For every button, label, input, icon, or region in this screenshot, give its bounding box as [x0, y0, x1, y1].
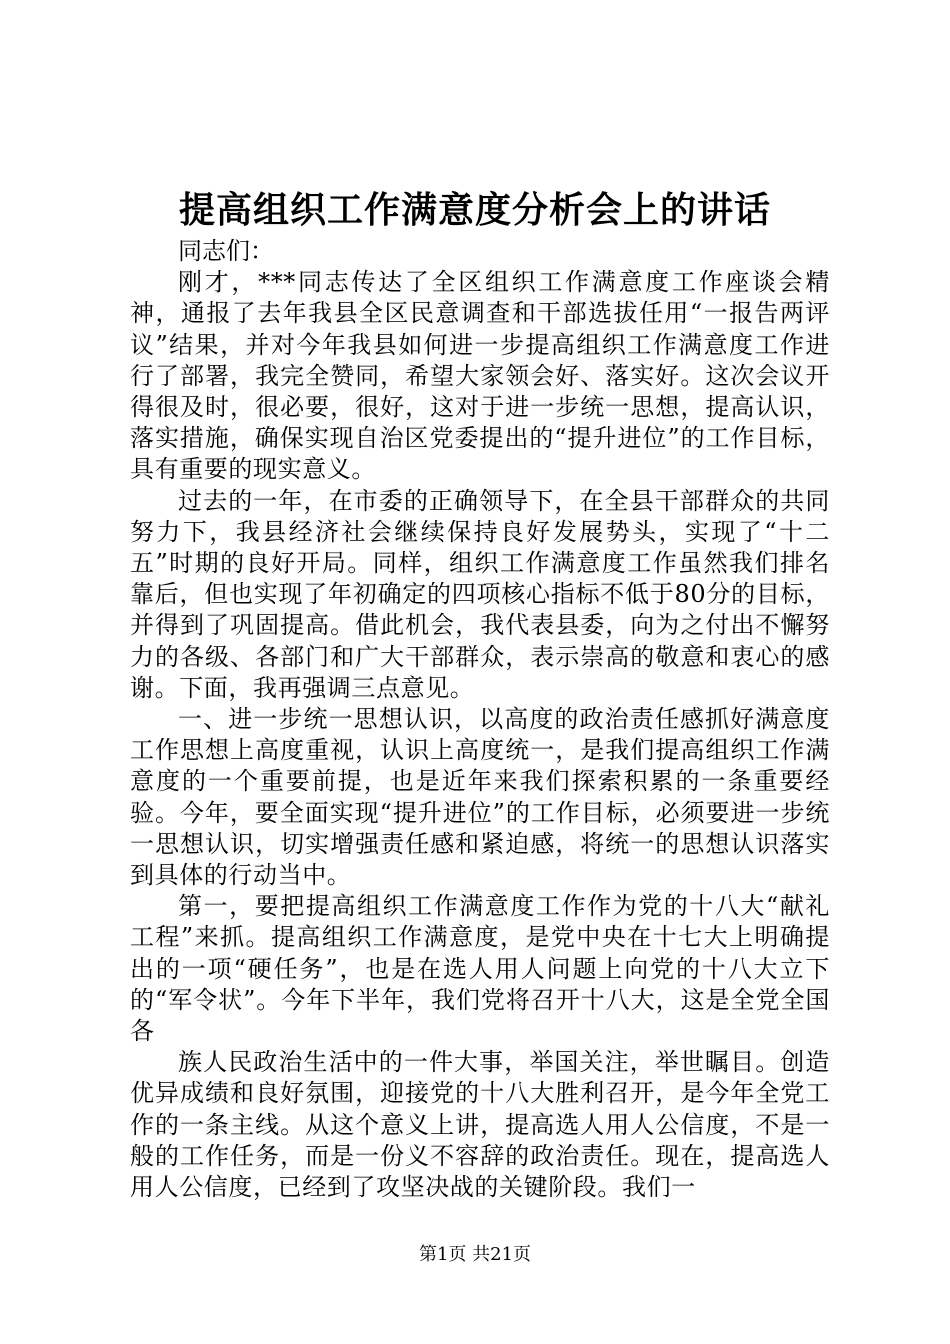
greeting: 同志们：: [178, 237, 274, 265]
document-body: [130, 236, 830, 1203]
paragraph: 族人民政治生活中的一件大事，举国关注，举世瞩目。创造优异成绩和良好氛围，迎接党的十八大胜利召开，是今年全党工作的一条主线。从这个意义上讲，提高选人用人公信度，不是一般的工作任务，而是一份义不容辞的政治责任。现在，提高选人用人公信度，已经到了攻坚决战的关键阶段。我们一: [130, 1048, 830, 1202]
paragraph: 一、进一步统一思想认识，以高度的政治责任感抓好满意度工作思想上高度重视，认识上高度统一，是我们提高组织工作满意度的一个重要前提，也是近年来我们探索积累的一条重要经验。今年，要全面实现“提升进位”的工作目标，必须要进一步统一思想认识，切实增强责任感和紧迫感，将统一的思想认识落实到具体的行动当中。: [130, 705, 830, 890]
page-number-footer: 第1页 共21页: [418, 1244, 532, 1265]
paragraph: 过去的一年，在市委的正确领导下，在全县干部群众的共同努力下，我县经济社会继续保持良好发展势头，实现了“十二五”时期的良好开局。同样，组织工作满意度工作虽然我们排名靠后，但也实现了年初确定的四项核心指标不低于80分的目标，并得到了巩固提高。借此机会，我代表县委，向为之付出不懈努力的各级、各部门和广大干部群众，表示崇高的敬意和衷心的感谢。下面，我再强调三点意见。: [130, 486, 830, 702]
document-title: 提高组织工作满意度分析会上的讲话: [178, 189, 771, 231]
paragraph: 刚才，***同志传达了全区组织工作满意度工作座谈会精神，通报了去年我县全区民意调查和干部选拔任用“一报告两评议”结果，并对今年我县如何进一步提高组织工作满意度工作进行了部署，我完全赞同，希望大家领会好、落实好。这次会议开得很及时，很必要，很好，这对于进一步统一思想，提高认识，落实措施，确保实现自治区党委提出的“提升进位”的工作目标，具有重要的现实意义。: [130, 268, 830, 484]
paragraph: 第一，要把提高组织工作满意度工作作为党的十八大“献礼工程”来抓。提高组织工作满意度，是党中央在十七大上明确提出的一项“硬任务”，也是在选人用人问题上向党的十八大立下的“军令状”。今年下半年，我们党将召开十八大，这是全党全国各: [130, 892, 830, 1046]
